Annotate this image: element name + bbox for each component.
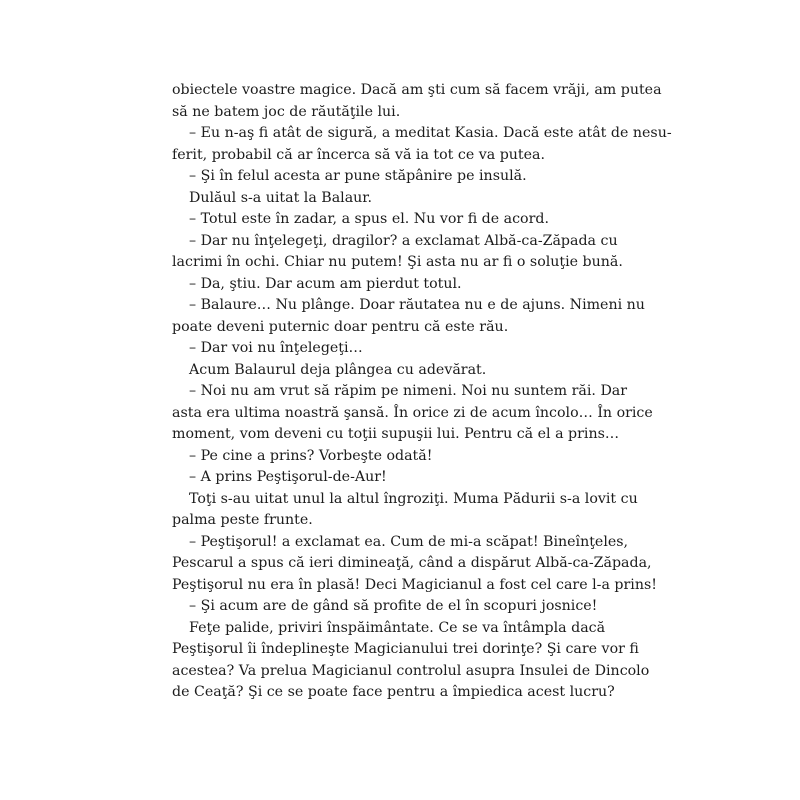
text-line: obiectele voastre magice. Dacă am şti cum să facem vrăji, am putea [172,82,662,98]
text-line: – Peştişorul! a exclamat ea. Cum de mi-a scăpat! Bineînţeles, [189,533,629,550]
text-line: acestea? Va prelua Magicianul controlul asupra Insulei de Dincolo [172,662,650,679]
text-line: Peştişorul îi îndeplineşte Magicianului trei dorinţe? Şi care vor fi [172,641,639,657]
text-line: Peştişorul nu era în plasă! Deci Magicianul a fost cel care l-a prins! [172,576,657,593]
text-line: – Şi în felul acesta ar pune stăpânire pe insulă. [189,168,527,184]
text-line: – Dar voi nu înţelegeţi… [189,340,363,356]
text-line: asta era ultima noastră şansă. În orice zi de acum încolo… În orice [172,404,653,421]
text-line: Toţi s-au uitat unul la altul îngroziţi. Muma Pădurii s-a lovit cu [189,490,638,507]
text-line: – Da, ştiu. Dar acum am pierdut totul. [189,275,462,292]
text-line: – Şi acum are de gând să profite de el în scopuri josnice! [189,598,598,614]
text-line: ferit, probabil că ar încerca să vă ia tot ce va putea. [172,146,545,163]
text-line: – Dar nu înţelegeţi, dragilor? a exclamat Albă-ca-Zăpada cu [189,232,618,249]
text-line: – Balaure… Nu plânge. Doar răutatea nu e de ajuns. Nimeni nu [189,297,645,313]
text-line: – Totul este în zadar, a spus el. Nu vor fi de acord. [189,211,549,227]
text-line: palma peste frunte. [172,512,313,528]
text-line: de Ceaţă? Şi ce se poate face pentru a împiedica acest lucru? [172,684,615,700]
text-line: Dulăul s-a uitat la Balaur. [189,189,373,206]
text-line: Pescarul a spus că ieri dimineaţă, când a dispărut Albă-ca-Zăpada, [172,555,652,571]
text-line: – Noi nu am vrut să răpim pe nimeni. Noi nu suntem răi. Dar [189,383,628,399]
text-line: Feţe palide, priviri înspăimântate. Ce se va întâmpla dacă [189,619,606,636]
text-line: poate deveni puternic doar pentru că este rău. [172,318,509,335]
text-line: – Eu n-aş fi atât de sigură, a meditat Kasia. Dacă este atât de nesu- [189,125,672,141]
text-line: lacrimi în ochi. Chiar nu putem! Şi asta nu ar fi o soluţie bună. [172,254,623,270]
text-line: – A prins Peştişorul-de-Aur! [189,469,387,485]
text-line: – Pe cine a prins? Vorbeşte odată! [189,447,433,464]
text-line: să ne batem joc de răutăţile lui. [172,103,401,120]
text-line: moment, vom deveni cu toţii supuşii lui. Pentru că el a prins… [172,426,620,442]
text-line: Acum Balaurul deja plângea cu adevărat. [189,361,487,378]
